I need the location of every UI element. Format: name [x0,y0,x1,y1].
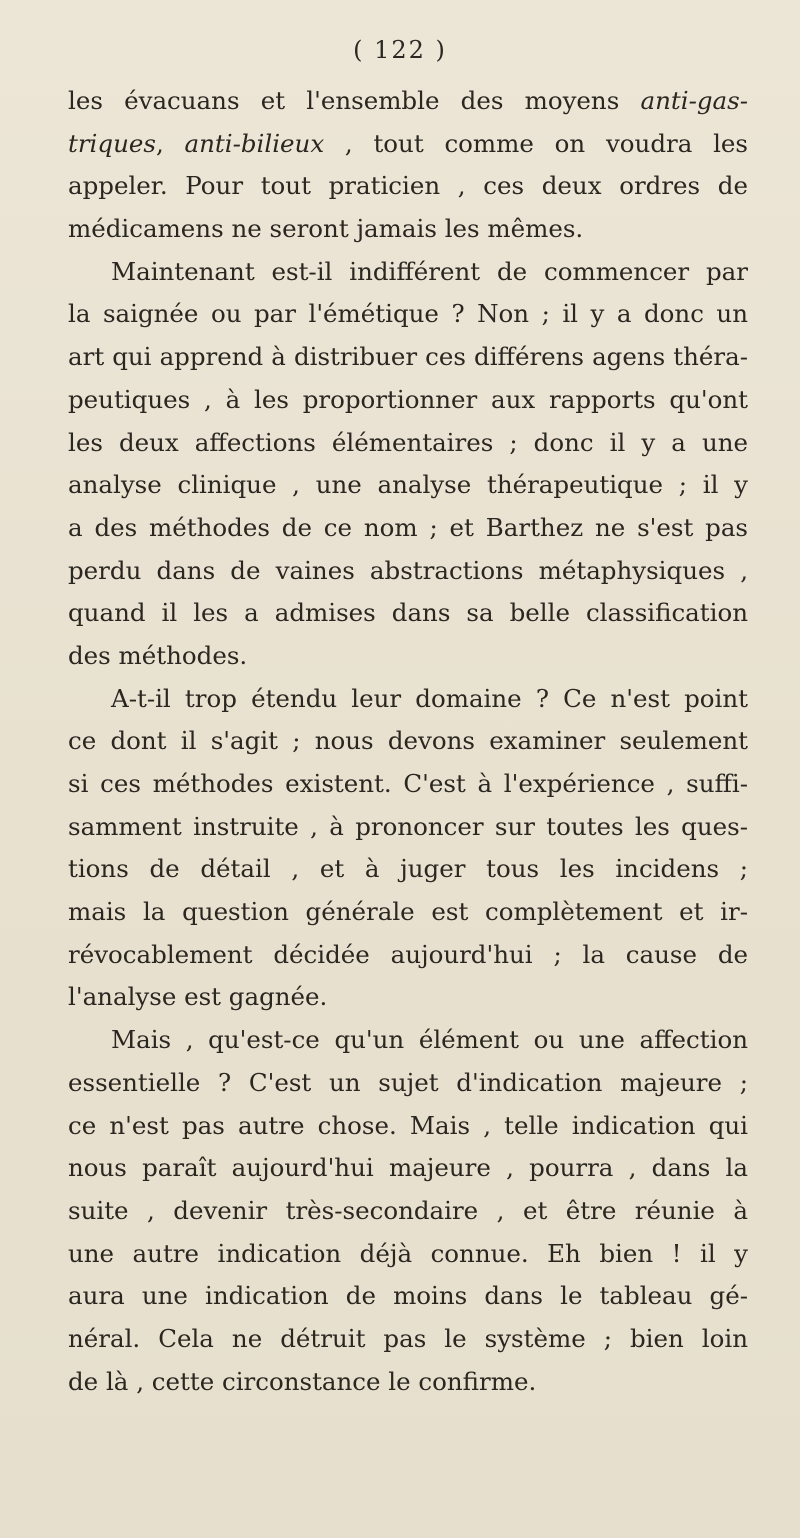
text-line: tions de détail , et à juger tous les incidens ; [68,854,748,884]
italic-term: anti-gas- [640,86,748,115]
body-text [68,80,748,1403]
text-line: samment instruite , à prononcer sur toutes les ques- [68,811,748,841]
italic-term: triques [68,128,156,158]
text-line: essentielle ? C'est un sujet d'indication majeure ; [68,1067,748,1097]
text-line: des méthodes. [68,640,248,670]
text-line: appeler. Pour tout praticien , ces deux ordres de [68,171,748,201]
text-line: médicamens ne seront jamais les mêmes. [68,214,584,244]
text-line: mais la question générale est complètement et ir- [68,897,748,927]
text-segment: les évacuans et l'ensemble des moyens [68,86,641,115]
text-line: analyse clinique , une analyse thérapeutique ; il y [68,470,748,500]
text-line: la saignée ou par l'émétique ? Non ; il y a donc un [68,299,748,329]
text-line: ce dont il s'agit ; nous devons examiner seulement [68,726,748,756]
text-line: Mais , qu'est-ce qu'un élément ou une affection [111,1025,748,1055]
text-line: Maintenant est-il indifférent de commencer par [111,256,748,286]
text-line: de là , cette circonstance le confirme. [68,1366,537,1396]
text-line: peutiques , à les proportionner aux rapports qu'ont [68,384,748,414]
text-line: quand il les a admises dans sa belle classification [68,598,748,628]
text-line: A-t-il trop étendu leur domaine ? Ce n'est point [111,683,748,713]
text-line: aura une indication de moins dans le tableau gé- [68,1281,748,1311]
text-segment: , [155,128,185,158]
text-line: a des méthodes de ce nom ; et Barthez ne s'est pas [68,512,748,542]
text-line: nous paraît aujourd'hui majeure , pourra , dans la [68,1153,748,1183]
text-line: art qui apprend à distribuer ces différens agens théra- [68,342,748,372]
text-line: perdu dans de vaines abstractions métaphysiques , [68,555,748,585]
text-line: les deux affections élémentaires ; donc il y a une [68,427,748,457]
text-line: révocablement décidée aujourd'hui ; la cause de [68,939,748,969]
page-number: ( 122 ) [353,36,447,64]
text-line [68,80,748,123]
text-line: ce n'est pas autre chose. Mais , telle indication qui [68,1110,748,1140]
italic-term: anti-bilieux [184,128,325,158]
text-line: l'analyse est gagnée. [68,982,328,1012]
text-line [68,123,748,166]
text-line: si ces méthodes existent. C'est à l'expérience , suffi- [68,769,748,798]
text-line: suite , devenir très-secondaire , et être réunie à [68,1195,748,1225]
text-segment: , tout comme on voudra les [324,128,748,158]
text-line: une autre indication déjà connue. Eh bien ! il y [68,1238,748,1268]
text-line: néral. Cela ne détruit pas le système ; bien loin [68,1323,748,1353]
